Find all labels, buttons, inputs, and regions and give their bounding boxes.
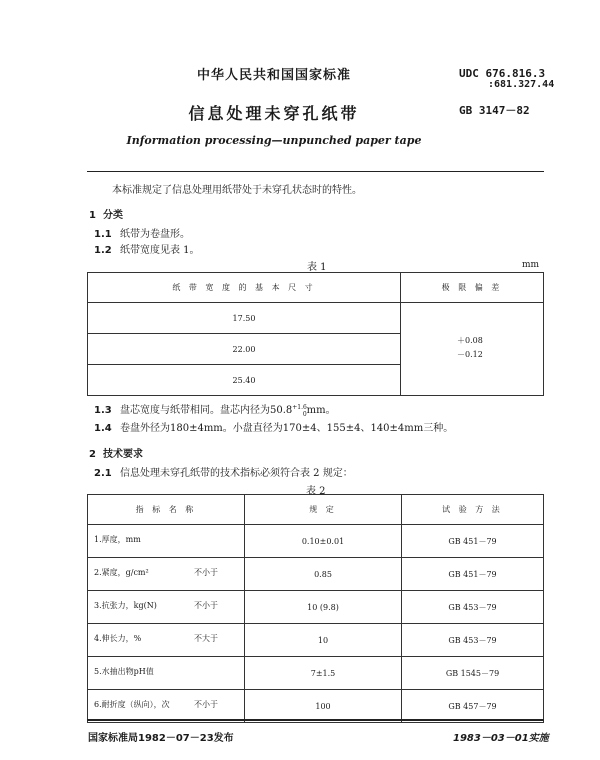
table-1-header-size: 纸 带 宽 度 的 基 本 尺 寸	[88, 273, 401, 303]
table-2-cell-name: 6.耐折度（纵向），次 不小于	[88, 690, 245, 723]
intro-text: 本标准规定了信息处理用纸带处于未穿孔状态时的特性。	[112, 185, 362, 196]
table-2-cell-spec: 0.10±0.01	[245, 525, 402, 558]
table-2-cell-spec: 10 (9.8)	[245, 591, 402, 624]
table-2-cell-spec: 100	[245, 690, 402, 723]
table-1	[87, 272, 544, 396]
table-row	[88, 624, 544, 657]
table-1-cell-limit	[401, 303, 544, 396]
section-2-title: 技术要求	[103, 449, 143, 460]
item-text: 纸带宽度见表 1。	[120, 245, 200, 256]
item-1-1	[94, 229, 190, 241]
table-2-caption: 表 2	[306, 486, 326, 497]
item-number: 1.1	[94, 229, 112, 240]
section-1-title: 分类	[103, 210, 123, 221]
table-2	[87, 494, 544, 723]
udc-code-line1: UDC 676.816.3	[459, 67, 546, 80]
table-row	[88, 690, 544, 723]
section-1-number: 1	[89, 210, 96, 221]
english-title: Information processing—unpunched paper tape	[126, 134, 422, 147]
section-1-heading	[89, 210, 123, 222]
table-2-cell-name: 1.厚度，mm	[88, 525, 245, 558]
item-2-1	[94, 468, 353, 480]
item-number: 1.2	[94, 245, 112, 256]
item-text: 信息处理未穿孔纸带的技术指标必须符合表 2 规定：	[120, 468, 353, 479]
effective-date: 1983－03－01实施	[453, 733, 549, 744]
table-2-cell-method: GB 457－79	[402, 690, 544, 723]
table-2-cell-spec: 10	[245, 624, 402, 657]
header-divider	[87, 171, 544, 172]
item-number: 1.3	[94, 405, 112, 416]
table-2-cell-method: GB 453－79	[402, 624, 544, 657]
table-2-cell-spec: 0.85	[245, 558, 402, 591]
national-standard-heading: 中华人民共和国国家标准	[196, 68, 351, 83]
issue-date: 国家标准局1982－07－23发布	[88, 733, 234, 744]
tolerance-lower: 0	[302, 411, 307, 418]
table-row	[88, 525, 544, 558]
table-2-cell-method: GB 451－79	[402, 525, 544, 558]
table-1-cell-size: 17.50	[88, 303, 401, 334]
item-number: 2.1	[94, 468, 112, 479]
table-2-cell-name: 4.伸长力，% 不大于	[88, 624, 245, 657]
item-1-3	[94, 405, 336, 418]
item-1-4	[94, 423, 453, 435]
table-row	[88, 558, 544, 591]
section-2-heading	[89, 449, 143, 461]
item-text: 盘芯宽度与纸带相同。盘芯内径为50.8	[120, 405, 293, 416]
table-2-header-name: 指 标 名 称	[88, 495, 245, 525]
limit-plus: ＋0.08	[457, 336, 483, 345]
section-2-number: 2	[89, 449, 96, 460]
item-number: 1.4	[94, 423, 112, 434]
limit-minus: －0.12	[457, 350, 483, 359]
item-text: 卷盘外径为180±4mm。小盘直径为170±4、155±4、140±4mm三种。	[120, 423, 454, 434]
document-title: 信息处理未穿孔纸带	[188, 104, 360, 123]
footer-divider	[87, 719, 544, 721]
table-2-cell-spec: 7±1.5	[245, 657, 402, 690]
table-1-cell-size: 22.00	[88, 334, 401, 365]
table-2-cell-method: GB 1545－79	[402, 657, 544, 690]
table-2-header-method: 试 验 方 法	[402, 495, 544, 525]
item-text: 纸带为卷盘形。	[120, 229, 190, 240]
table-row	[88, 657, 544, 690]
table-1-unit: mm	[522, 260, 540, 270]
table-2-cell-name: 2.紧度，g/cm² 不小于	[88, 558, 245, 591]
table-1-caption: 表 1	[307, 262, 327, 273]
udc-code-line2: :681.327.44	[488, 79, 555, 90]
item-1-2	[94, 245, 200, 257]
table-2-cell-method: GB 453－79	[402, 591, 544, 624]
table-row	[88, 591, 544, 624]
gb-number: GB 3147－82	[459, 104, 530, 117]
table-2-cell-method: GB 451－79	[402, 558, 544, 591]
item-text-unit: mm。	[306, 405, 336, 416]
table-1-cell-size: 25.40	[88, 365, 401, 396]
table-2-header-spec: 规 定	[245, 495, 402, 525]
table-2-cell-name: 5.水抽出物pH值	[88, 657, 245, 690]
tolerance-upper: +1.6	[292, 404, 307, 411]
table-1-header-limit: 极 限 偏 差	[401, 273, 544, 303]
table-2-cell-name: 3.抗张力，kg(N) 不小于	[88, 591, 245, 624]
